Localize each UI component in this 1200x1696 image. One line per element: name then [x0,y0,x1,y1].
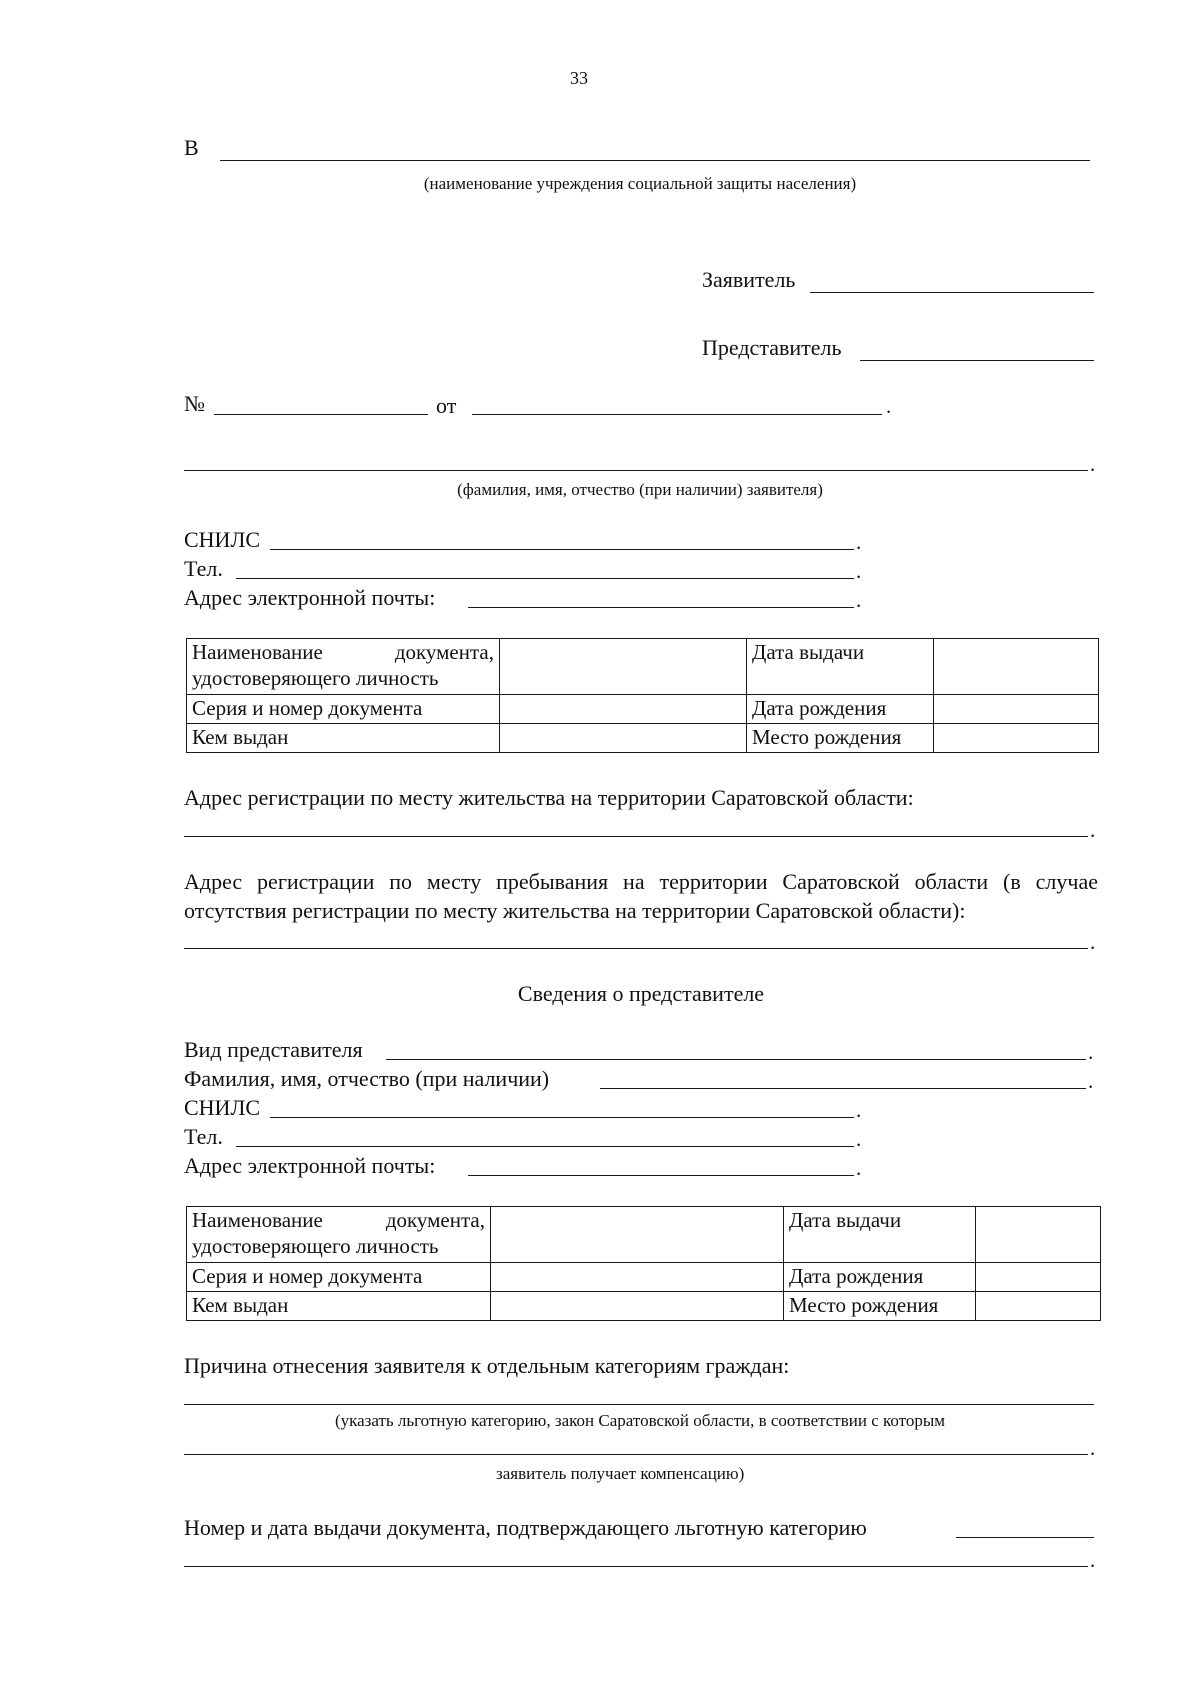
issue-date-label: Дата выдачи [784,1207,976,1263]
birth-date-label: Дата рождения [784,1263,976,1292]
birth-date-label: Дата рождения [747,695,934,724]
table-row [187,695,1099,724]
applicant-label: Заявитель [702,267,796,292]
residence-address-label: Адрес регистрации по месту жительства на территории Саратовской области: [184,785,914,810]
doc-name-input-cell[interactable] [491,1207,784,1263]
page-number: 33 [570,68,588,88]
issued-by-label: Кем выдан [187,1292,491,1321]
doc-name-label-line2: удостоверяющего личность [192,666,439,690]
series-number-input-cell[interactable] [491,1263,784,1292]
period: . [856,588,862,612]
number-label: № [184,391,205,416]
applicant-snils-input-line[interactable] [270,549,854,550]
applicant-id-table [186,638,1099,753]
doc-name-label-line1: Наименование документа, [192,640,494,664]
date-input-line[interactable] [472,414,882,415]
representative-label: Представитель [702,335,842,360]
birth-date-input-cell[interactable] [934,695,1099,724]
rep-email-input-line[interactable] [468,1175,854,1176]
period: . [1088,1040,1094,1064]
birth-place-label: Место рождения [784,1292,976,1321]
category-document-label: Номер и дата выдачи документа, подтверждающего льготную категорию [184,1515,867,1540]
institution-caption: (наименование учреждения социальной защиты населения) [423,174,857,193]
issue-date-input-cell[interactable] [934,639,1099,695]
issued-by-input-cell[interactable] [500,724,747,753]
period: . [1090,930,1096,954]
issued-by-label: Кем выдан [187,724,500,753]
period: . [856,1156,862,1180]
doc-name-label-line1: Наименование документа, [192,1208,485,1232]
category-caption-line1: (указать льготную категорию, закон Саратовской области, в соответствии с которым [334,1411,946,1430]
issued-by-input-cell[interactable] [491,1292,784,1321]
institution-input-line[interactable] [220,160,1090,161]
rep-fio-label: Фамилия, имя, отчество (при наличии) [184,1066,550,1091]
period: . [1090,1548,1096,1572]
period: . [856,559,862,583]
to-prefix: В [184,135,199,160]
residence-address-input-line[interactable] [184,836,1088,837]
rep-email-label: Адрес электронной почты: [184,1153,436,1178]
category-input-line-2[interactable] [184,1454,1088,1455]
table-row [187,1207,1101,1263]
category-caption-line2: заявитель получает компенсацию) [496,1464,745,1483]
birth-date-input-cell[interactable] [976,1263,1101,1292]
rep-type-input-line[interactable] [386,1059,1086,1060]
birth-place-label: Место рождения [747,724,934,753]
from-label: от [436,393,457,418]
birth-place-input-cell[interactable] [976,1292,1101,1321]
rep-fio-input-line[interactable] [600,1088,1086,1089]
period: . [856,1127,862,1151]
series-number-input-cell[interactable] [500,695,747,724]
rep-type-label: Вид представителя [184,1037,363,1062]
rep-phone-input-line[interactable] [236,1146,854,1147]
doc-name-label-line2: удостоверяющего личность [192,1234,439,1258]
applicant-email-input-line[interactable] [468,607,854,608]
applicant-fio-input-line[interactable] [184,470,1088,471]
applicant-input-line[interactable] [810,292,1094,293]
representative-id-table [186,1206,1101,1321]
stay-address-input-line[interactable] [184,948,1088,949]
representative-input-line[interactable] [860,360,1094,361]
period: . [1090,818,1096,842]
stay-address-label-line1: Адрес регистрации по месту пребывания на территории Саратовской области (в случае [184,869,1098,894]
period: . [856,530,862,554]
rep-snils-label: СНИЛС [184,1095,261,1120]
table-row [187,639,1099,695]
series-number-label: Серия и номер документа [187,1263,491,1292]
issue-date-input-cell[interactable] [976,1207,1101,1263]
period: . [1090,452,1096,476]
period: . [1090,1436,1096,1460]
doc-name-label-cell [187,1207,491,1263]
period: . [1088,1069,1094,1093]
applicant-phone-input-line[interactable] [236,578,854,579]
table-row [187,1292,1101,1321]
doc-name-input-cell[interactable] [500,639,747,695]
rep-phone-label: Тел. [184,1124,223,1149]
number-input-line[interactable] [214,414,428,415]
applicant-snils-label: СНИЛС [184,527,261,552]
birth-place-input-cell[interactable] [934,724,1099,753]
applicant-email-label: Адрес электронной почты: [184,585,436,610]
applicant-phone-label: Тел. [184,556,223,581]
issue-date-label: Дата выдачи [747,639,934,695]
category-reason-label: Причина отнесения заявителя к отдельным категориям граждан: [184,1353,790,1378]
series-number-label: Серия и номер документа [187,695,500,724]
rep-snils-input-line[interactable] [270,1117,854,1118]
table-row [187,1263,1101,1292]
representative-section-title: Сведения о представителе [517,981,765,1006]
period: . [886,394,892,418]
period: . [856,1098,862,1122]
stay-address-label-line2: отсутствия регистрации по месту жительства на территории Саратовской области): [184,898,966,923]
category-document-input-line[interactable] [956,1537,1094,1538]
doc-name-label-cell [187,639,500,695]
table-row [187,724,1099,753]
category-document-input-line-2[interactable] [184,1566,1088,1567]
applicant-fio-caption: (фамилия, имя, отчество (при наличии) заявителя) [457,480,823,499]
category-input-line-1[interactable] [184,1404,1094,1405]
